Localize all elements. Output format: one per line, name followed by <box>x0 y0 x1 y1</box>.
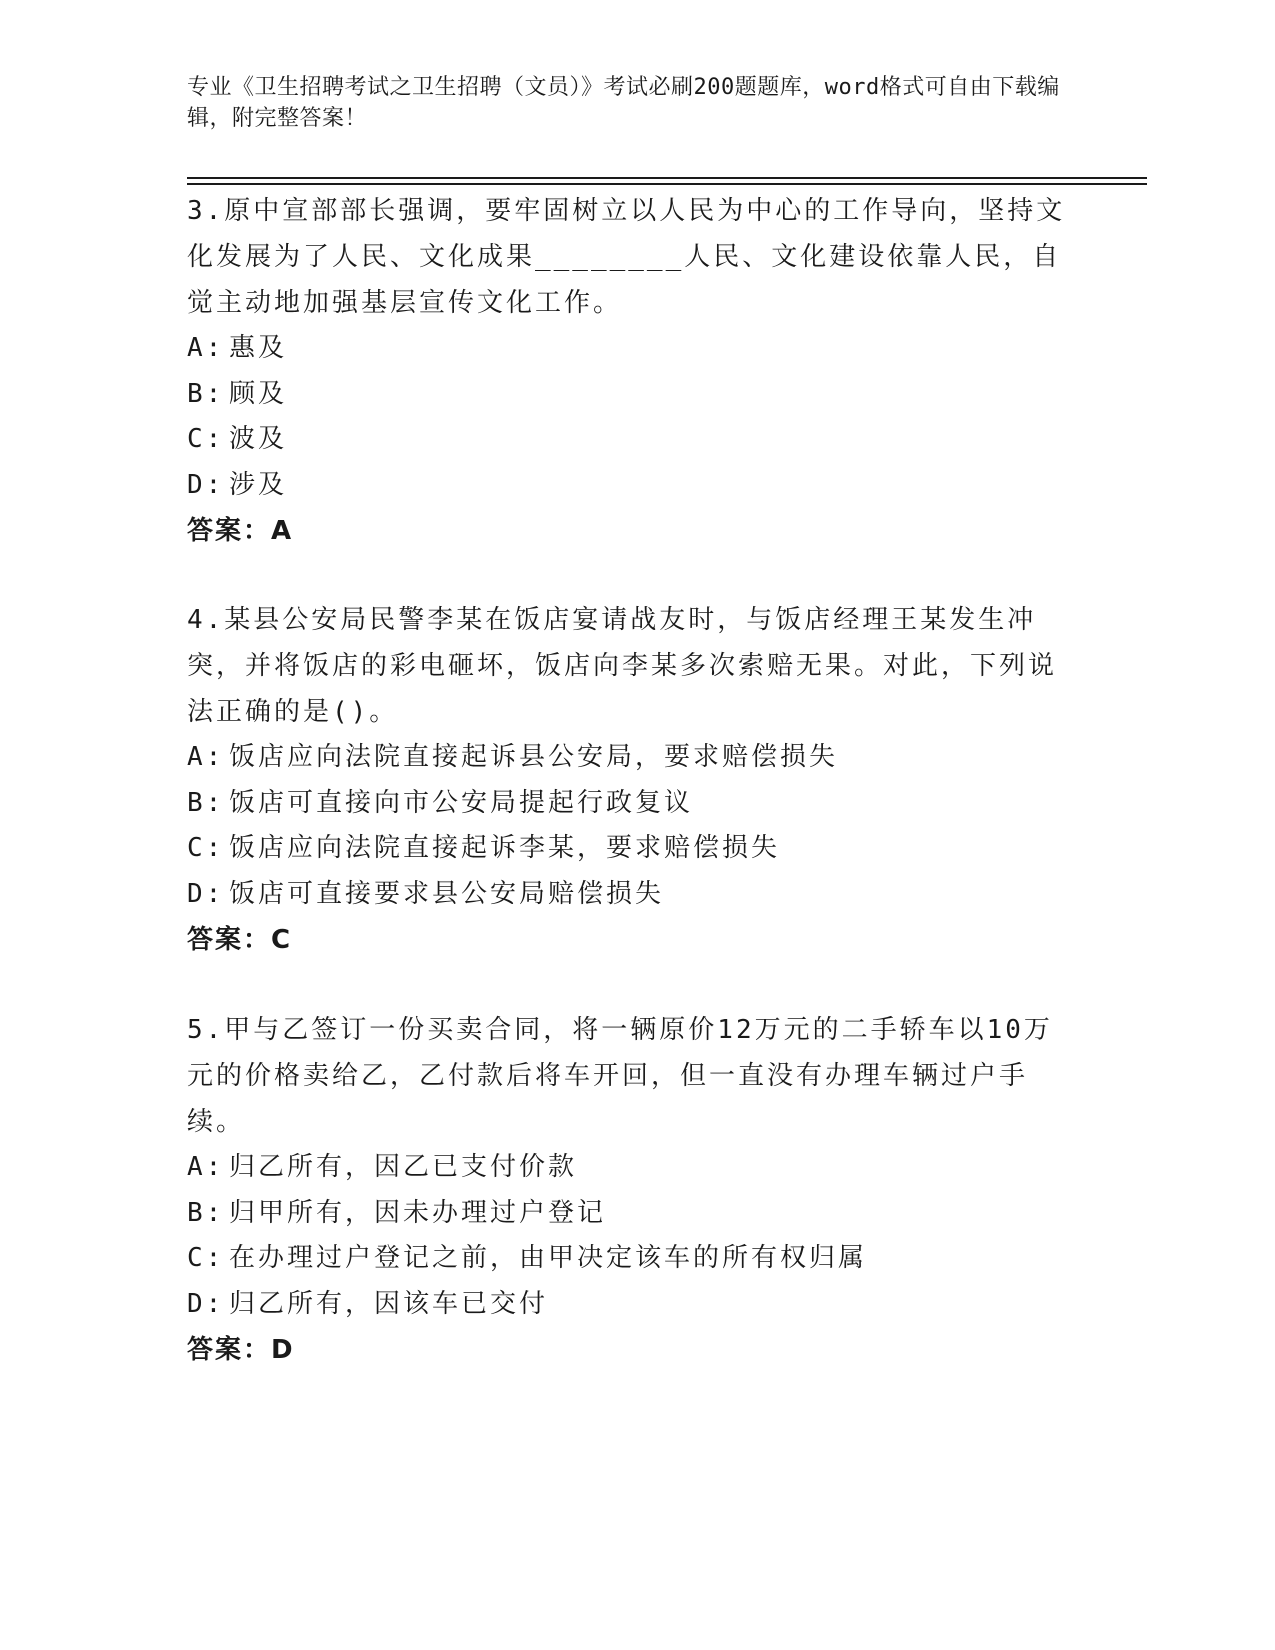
option-letter: A: <box>187 1152 225 1182</box>
option-letter: A: <box>187 333 225 363</box>
option-letter: B: <box>187 1197 225 1228</box>
question-5 <box>187 1007 1067 1373</box>
option-c <box>187 826 1067 872</box>
header-divider-top <box>187 177 1147 179</box>
option-text: 顾及 <box>229 378 288 409</box>
option-d <box>187 463 1067 509</box>
option-text: 涉及 <box>229 469 288 500</box>
option-text: 在办理过户登记之前，由甲决定该车的所有权归属 <box>229 1243 868 1273</box>
question-stem: 3.原中宣部部长强调，要牢固树立以人民为中心的工作导向，坚持文化发展为了人民、文化成果________人民、文化建设依靠人民，自觉主动地加强基层宣传文化工作。 <box>187 196 1066 318</box>
option-d <box>187 1282 1067 1328</box>
option-text: 归甲所有，因未办理过户登记 <box>229 1197 607 1228</box>
option-b <box>187 781 1067 827</box>
option-a <box>187 1145 1067 1191</box>
question-4 <box>187 597 1067 963</box>
option-text: 饭店应向法院直接起诉李某，要求赔偿损失 <box>229 833 781 863</box>
option-letter: D: <box>187 1288 225 1319</box>
answer-line: 答案：D <box>187 1335 295 1365</box>
option-text: 惠及 <box>229 333 288 363</box>
option-text: 波及 <box>229 424 288 454</box>
option-letter: D: <box>187 469 225 500</box>
option-letter: C: <box>187 424 225 454</box>
option-text: 归乙所有，因该车已交付 <box>229 1288 549 1319</box>
option-d <box>187 872 1067 918</box>
option-letter: B: <box>187 378 225 409</box>
option-text: 归乙所有，因乙已支付价款 <box>229 1152 578 1182</box>
option-c <box>187 1236 1067 1282</box>
question-3 <box>187 188 1067 554</box>
answer-line: 答案：A <box>187 516 294 546</box>
question-stem: 4.某县公安局民警李某在饭店宴请战友时，与饭店经理王某发生冲突，并将饭店的彩电砸坏，饭店向李某多次索赔无果。对此，下列说法正确的是()。 <box>187 605 1058 727</box>
option-text: 饭店可直接向市公安局提起行政复议 <box>229 787 694 818</box>
option-letter: D: <box>187 878 225 909</box>
option-text: 饭店应向法院直接起诉县公安局，要求赔偿损失 <box>229 742 839 772</box>
option-letter: C: <box>187 1243 225 1273</box>
document-header: 专业《卫生招聘考试之卫生招聘（文员）》考试必刷200题题库，word格式可自由下载编辑，附完整答案！ <box>187 75 1060 131</box>
option-letter: C: <box>187 833 225 863</box>
option-a <box>187 735 1067 781</box>
option-a <box>187 326 1067 372</box>
option-text: 饭店可直接要求县公安局赔偿损失 <box>229 878 665 909</box>
option-b <box>187 372 1067 418</box>
answer-line: 答案：C <box>187 925 293 955</box>
question-stem: 5.甲与乙签订一份买卖合同，将一辆原价12万元的二手轿车以10万元的价格卖给乙，乙付款后将车开回，但一直没有办理车辆过户手续。 <box>187 1015 1053 1137</box>
option-letter: A: <box>187 742 225 772</box>
option-letter: B: <box>187 787 225 818</box>
header-divider-bottom <box>187 183 1147 185</box>
option-b <box>187 1191 1067 1237</box>
option-c <box>187 417 1067 463</box>
